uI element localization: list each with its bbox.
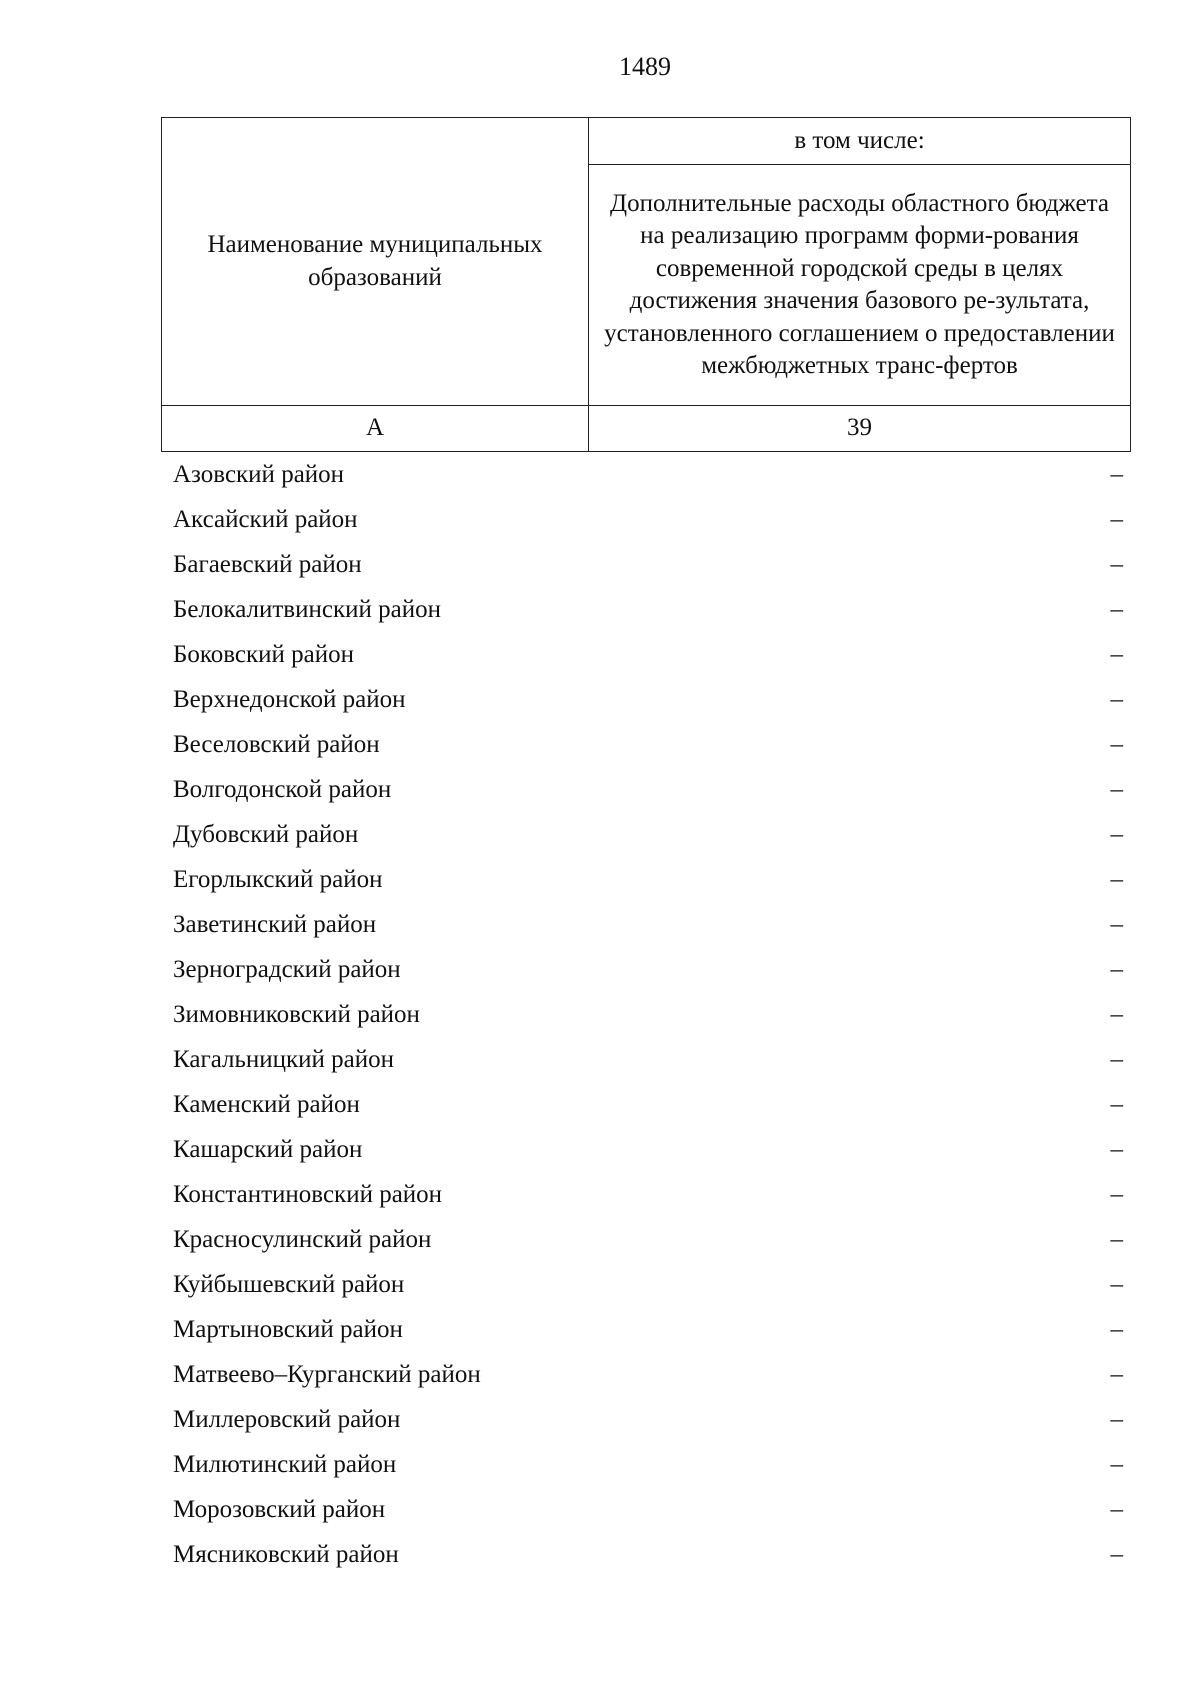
table-row <box>173 635 1123 680</box>
table-row <box>173 500 1123 545</box>
district-value: – <box>1110 1316 1123 1343</box>
column-index-name: А <box>162 406 589 452</box>
district-name: Веселовский район <box>173 731 380 758</box>
district-name: Кагальницкий район <box>173 1046 395 1073</box>
district-name: Матвеево–Курганский район <box>173 1361 481 1388</box>
table-row <box>173 545 1123 590</box>
district-name: Мясниковский район <box>173 1541 399 1568</box>
district-value: – <box>1110 551 1123 578</box>
district-name: Мартыновский район <box>173 1316 403 1343</box>
table-row <box>173 1355 1123 1400</box>
district-value: – <box>1110 461 1123 488</box>
table-header <box>161 117 1131 452</box>
table-row <box>173 815 1123 860</box>
district-name: Милютинский район <box>173 1451 397 1478</box>
table-row <box>173 995 1123 1040</box>
table-row <box>173 1220 1123 1265</box>
table-row <box>173 1535 1123 1580</box>
district-name: Белокалитвинский район <box>173 596 441 623</box>
district-name: Боковский район <box>173 641 354 668</box>
table-row <box>173 1265 1123 1310</box>
district-value: – <box>1110 1181 1123 1208</box>
district-value: – <box>1110 1091 1123 1118</box>
district-list <box>173 455 1123 1580</box>
district-name: Куйбышевский район <box>173 1271 405 1298</box>
district-name: Зимовниковский район <box>173 1001 420 1028</box>
district-value: – <box>1110 1271 1123 1298</box>
table-row <box>173 1490 1123 1535</box>
district-name: Каменский район <box>173 1091 360 1118</box>
district-value: – <box>1110 956 1123 983</box>
district-value: – <box>1110 1451 1123 1478</box>
district-value: – <box>1110 866 1123 893</box>
district-value: – <box>1110 731 1123 758</box>
district-name: Константиновский район <box>173 1181 443 1208</box>
header-name-cell: Наименование муниципальных образований <box>162 118 589 406</box>
district-value: – <box>1110 596 1123 623</box>
table-row <box>173 590 1123 635</box>
table-row <box>173 1175 1123 1220</box>
district-value: – <box>1110 1136 1123 1163</box>
page-number: 1489 <box>619 52 671 81</box>
table-row <box>173 860 1123 905</box>
table-row <box>173 680 1123 725</box>
district-name: Верхнедонской район <box>173 686 406 713</box>
table-row <box>173 1130 1123 1175</box>
district-value: – <box>1110 686 1123 713</box>
district-name: Аксайский район <box>173 506 358 533</box>
district-name: Дубовский район <box>173 821 359 848</box>
district-value: – <box>1110 1001 1123 1028</box>
table-row <box>173 1085 1123 1130</box>
district-name: Морозовский район <box>173 1496 386 1523</box>
column-index-value: 39 <box>589 406 1131 452</box>
header-group-cell: в том числе: <box>589 118 1131 165</box>
table-row <box>173 1040 1123 1085</box>
table-row <box>173 1445 1123 1490</box>
district-value: – <box>1110 1361 1123 1388</box>
table-row <box>173 725 1123 770</box>
district-value: – <box>1110 1541 1123 1568</box>
table-row <box>173 905 1123 950</box>
district-value: – <box>1110 1226 1123 1253</box>
district-value: – <box>1110 641 1123 668</box>
table-row <box>173 950 1123 995</box>
table-row <box>173 1310 1123 1355</box>
district-name: Заветинский район <box>173 911 377 938</box>
table-row <box>173 455 1123 500</box>
district-name: Зерноградский район <box>173 956 401 983</box>
district-value: – <box>1110 911 1123 938</box>
district-value: – <box>1110 506 1123 533</box>
table-row <box>173 770 1123 815</box>
district-name: Егорлыкский район <box>173 866 383 893</box>
district-name: Волгодонской район <box>173 776 392 803</box>
district-value: – <box>1110 1406 1123 1433</box>
district-value: – <box>1110 1046 1123 1073</box>
district-name: Кашарский район <box>173 1136 363 1163</box>
district-value: – <box>1110 776 1123 803</box>
district-value: – <box>1110 821 1123 848</box>
district-name: Багаевский район <box>173 551 362 578</box>
header-description-cell: Дополнительные расходы областного бюджета на реализацию программ форми-рования современной городской среды в целях достижения значения базового ре-зультата, установленного соглашением о предоставлении межбюджетных транс-фертов <box>589 165 1131 406</box>
district-value: – <box>1110 1496 1123 1523</box>
district-name: Красносулинский район <box>173 1226 432 1253</box>
table-row <box>173 1400 1123 1445</box>
district-name: Азовский район <box>173 461 345 488</box>
district-name: Миллеровский район <box>173 1406 401 1433</box>
